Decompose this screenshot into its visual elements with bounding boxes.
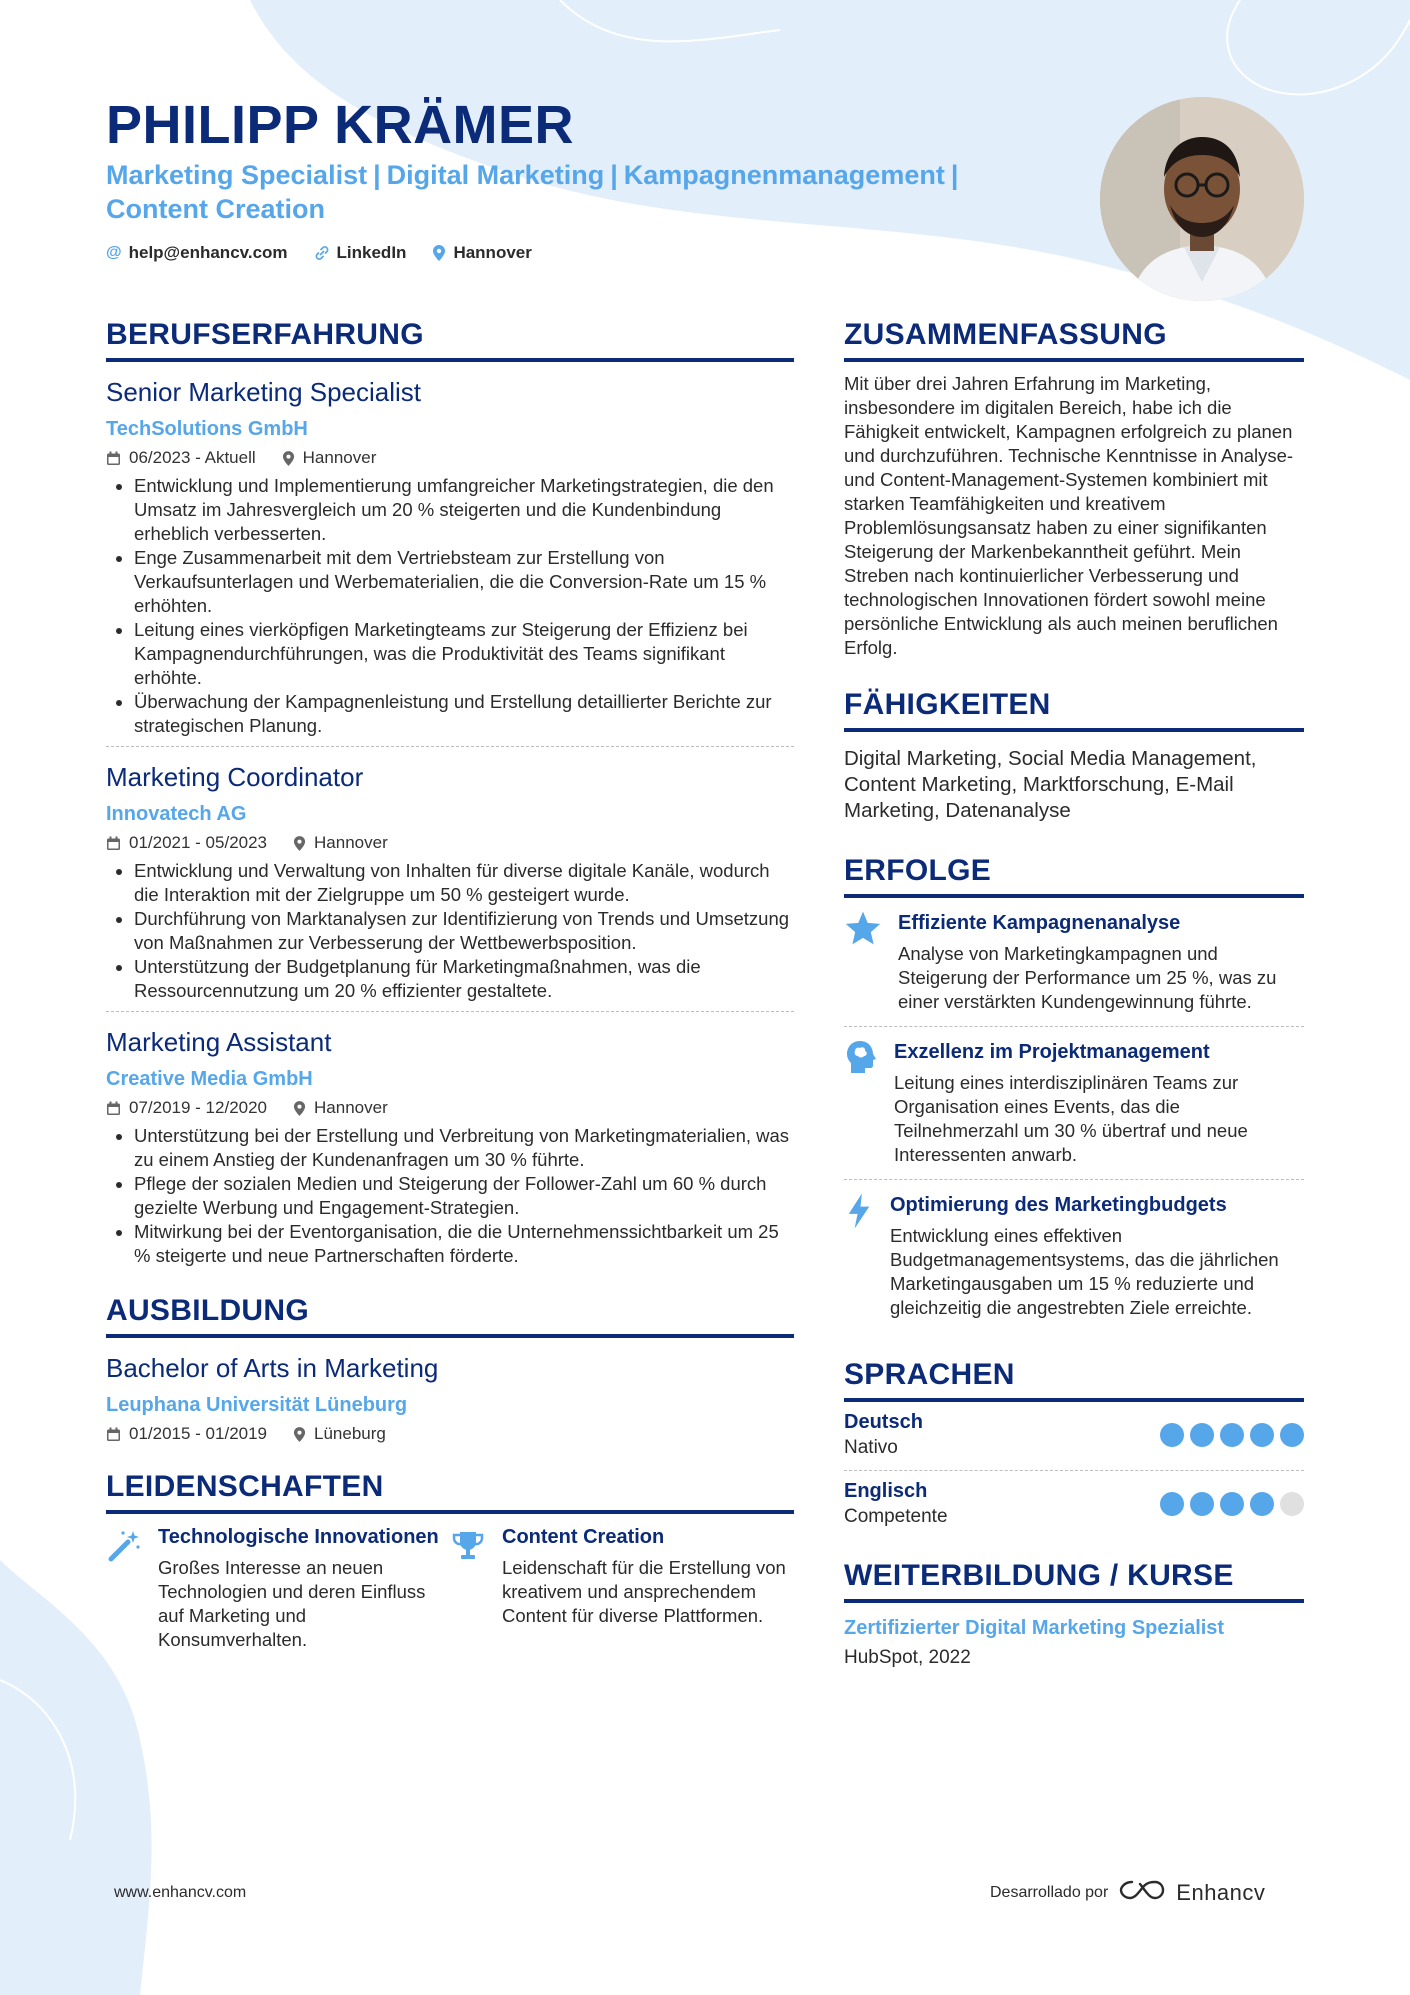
achievement-title: Effiziente Kampagnenanalyse: [898, 912, 1181, 934]
headline-part: Digital Marketing: [386, 160, 605, 190]
passion-title: Technologische Innovationen: [158, 1526, 439, 1548]
lightning-icon: [844, 1192, 874, 1320]
language-item: [844, 1471, 1304, 1539]
contact-row: [106, 243, 532, 263]
job-bullets: [106, 474, 794, 738]
bullet-item: • Entwicklung und Implementierung umfangreicher Marketingstrategien, die den Umsatz im Jahresvergleich um 20 % steigerten und die Kundenbindung erheblich verbesserten.: [134, 474, 794, 546]
bullet-item: • Durchführung von Marktanalysen zur Identifizierung von Trends und Umsetzung von Maßnahmen zur Verbesserung der Wettbewerbsposition.: [134, 907, 794, 955]
location-pin-icon: [293, 1426, 306, 1443]
experience-heading: BERUFSERFAHRUNG: [106, 318, 794, 362]
profile-photo: [1100, 97, 1304, 301]
rating-dot-filled: [1190, 1492, 1214, 1516]
headline-separator: |: [373, 160, 381, 190]
job-location: Hannover: [314, 1098, 388, 1117]
passions-list: [106, 1524, 794, 1652]
calendar-icon: [106, 1427, 121, 1442]
candidate-name: PHILIPP KRÄMER: [106, 95, 575, 155]
achievement-item: [844, 1027, 1304, 1180]
passions-heading: LEIDENSCHAFTEN: [106, 1470, 794, 1514]
passion-description: Leidenschaft für die Erstellung von kreativem und ansprechendem Content für diverse Plattformen.: [502, 1557, 786, 1626]
achievements-section: [844, 854, 1304, 1332]
rating-dot-filled: [1220, 1492, 1244, 1516]
headline-part: Content Creation: [106, 194, 325, 224]
job-location: Hannover: [302, 448, 377, 467]
languages-heading: SPRACHEN: [844, 1358, 1304, 1402]
linkedin-contact[interactable]: [314, 243, 407, 263]
achievement-title: Optimierung des Marketingbudgets: [890, 1194, 1227, 1216]
job-entry: [106, 747, 794, 1012]
achievement-description: Leitung eines interdisziplinären Teams zur Organisation eines Events, das die Teilnehmerzahl um 30 % übertraf und neue Interessenten anwarb.: [894, 1072, 1248, 1165]
job-meta: [106, 1098, 794, 1118]
trophy-icon: [450, 1524, 486, 1652]
bullet-item: • Entwicklung und Verwaltung von Inhalten für diverse digitale Kanäle, wodurch die Interaktion mit der Zielgruppe um 50 % gesteigert wurde.: [134, 859, 794, 907]
job-dates: 06/2023 - Aktuell: [129, 448, 256, 467]
courses-heading: WEITERBILDUNG / KURSE: [844, 1559, 1304, 1603]
company-name: Creative Media GmbH: [106, 1068, 313, 1090]
skills-heading: FÄHIGKEITEN: [844, 688, 1304, 732]
rating-dot-filled: [1280, 1423, 1304, 1447]
head-brain-icon: [844, 1039, 878, 1167]
passion-title: Content Creation: [502, 1526, 665, 1548]
language-name: Deutsch: [844, 1411, 923, 1433]
right-column: [844, 318, 1304, 1669]
bullet-item: • Unterstützung der Budgetplanung für Marketingmaßnahmen, was die Ressourcennutzung um 20 % effizienter gestaltete.: [134, 955, 794, 1003]
rating-dot-empty: [1280, 1492, 1304, 1516]
headline-part: Marketing Specialist: [106, 160, 368, 190]
bullet-item: • Mitwirkung bei der Eventorganisation, die die Unternehmenssichtbarkeit um 25 % steigerte und neue Partnerschaften förderte.: [134, 1220, 794, 1268]
link-icon: [314, 245, 330, 261]
rating-dot-filled: [1160, 1492, 1184, 1516]
bullet-item: • Überwachung der Kampagnenleistung und Erstellung detaillierter Berichte zur strategischen Planung.: [134, 690, 794, 738]
bullet-item: • Unterstützung bei der Erstellung und Verbreitung von Marketingmaterialien, was zu einem Anstieg der Kundenanfragen um 30 % führte.: [134, 1124, 794, 1172]
left-column: [106, 318, 794, 1652]
magic-wand-icon: [106, 1524, 142, 1652]
education-dates: 01/2015 - 01/2019: [129, 1424, 268, 1443]
rating-dot-filled: [1250, 1423, 1274, 1447]
headline-separator: |: [610, 160, 618, 190]
calendar-icon: [106, 451, 121, 466]
powered-by-label: Desarrollado por: [990, 1883, 1109, 1901]
job-entry: [106, 362, 794, 747]
job-location: Hannover: [314, 833, 388, 852]
location-pin-icon: [282, 450, 295, 467]
education-heading: AUSBILDUNG: [106, 1294, 794, 1338]
rating-dot-filled: [1190, 1423, 1214, 1447]
enhancv-logo-icon: [1118, 1878, 1166, 1907]
rating-dot-filled: [1220, 1423, 1244, 1447]
rating-dot-filled: [1250, 1492, 1274, 1516]
achievements-heading: ERFOLGE: [844, 854, 1304, 898]
course-title: Zertifizierter Digital Marketing Spezialist: [844, 1617, 1225, 1639]
headline: [106, 158, 1036, 226]
rating-dot-filled: [1160, 1423, 1184, 1447]
experience-section: [106, 318, 794, 1276]
achievement-item: [844, 1180, 1304, 1332]
brand-name: Enhancv: [1176, 1879, 1266, 1905]
job-dates: 07/2019 - 12/2020: [129, 1098, 268, 1117]
passions-section: [106, 1470, 794, 1652]
bullet-item: • Enge Zusammenarbeit mit dem Vertriebsteam zur Erstellung von Verkaufsunterlagen und Werbematerialien, die die Conversion-Rate um 15 % erhöhten.: [134, 546, 794, 618]
degree-title: Bachelor of Arts in Marketing: [106, 1353, 439, 1383]
location-pin-icon: [432, 244, 446, 262]
passion-description: Großes Interesse an neuen Technologien und deren Einfluss auf Marketing und Konsumverhalten.: [158, 1557, 426, 1650]
summary-section: [844, 318, 1304, 660]
language-name: Englisch: [844, 1480, 928, 1502]
language-rating: [1160, 1492, 1304, 1516]
email-contact[interactable]: [106, 243, 288, 263]
job-bullets: [106, 859, 794, 1003]
calendar-icon: [106, 836, 121, 851]
footer-branding: [990, 1878, 1265, 1907]
location-pin-icon: [293, 835, 306, 852]
passion-item: [450, 1524, 794, 1652]
summary-text: Mit über drei Jahren Erfahrung im Marketing, insbesondere im digitalen Bereich, habe ich die Fähigkeit entwickelt, Kampagnen erfolgreich zu planen und durchzuführen. Technische Kenntnisse in Analyse- und Content-Management-Systemen kombiniert mit starken Teamfähigkeiten und kreativem Problemlösungsansatz haben zu einer signifikanten Steigerung der Markenbekanntheit geführt. Mein Streben nach kontinuierlicher Verbesserung und technologischen Innovationen fördert sowohl meine persönliche Entwicklung als auch meinen beruflichen Erfolg.: [844, 373, 1294, 658]
language-level: Nativo: [844, 1437, 898, 1458]
achievement-description: Analyse von Marketingkampagnen und Steigerung der Performance um 25 %, was zu einer verstärkten Kundengewinnung führte.: [898, 943, 1277, 1012]
achievement-item: [844, 898, 1304, 1027]
headline-part: Kampagnenmanagement: [623, 160, 945, 190]
achievement-title: Exzellenz im Projektmanagement: [894, 1041, 1210, 1063]
location-pin-icon: [293, 1100, 306, 1117]
job-title: Marketing Assistant: [106, 1027, 332, 1057]
company-name: TechSolutions GmbH: [106, 418, 308, 440]
passion-item: [106, 1524, 450, 1652]
job-title: Senior Marketing Specialist: [106, 377, 422, 407]
language-item: [844, 1402, 1304, 1471]
job-entry: [106, 1012, 794, 1276]
job-dates: 01/2021 - 05/2023: [129, 833, 268, 852]
education-section: [106, 1294, 794, 1444]
headline-separator: |: [950, 160, 959, 190]
school-name: Leuphana Universität Lüneburg: [106, 1394, 408, 1416]
language-level: Competente: [844, 1506, 948, 1527]
skills-text: Digital Marketing, Social Media Management, Content Marketing, Marktforschung, E-Mail Marketing, Datenanalyse: [844, 747, 1257, 822]
job-meta: [106, 448, 794, 468]
skills-section: [844, 688, 1304, 824]
bullet-item: • Leitung eines vierköpfigen Marketingteams zur Steigerung der Effizienz bei Kampagnendurchführungen, was die Produktivität des Teams signifikant erhöhte.: [134, 618, 794, 690]
education-meta: [106, 1424, 794, 1444]
languages-section: [844, 1358, 1304, 1539]
job-meta: [106, 833, 794, 853]
bullet-item: • Pflege der sozialen Medien und Steigerung der Follower-Zahl um 60 % durch gezielte Werbung und Engagement-Strategien.: [134, 1172, 794, 1220]
location-label: Hannover: [453, 243, 532, 262]
linkedin-label: LinkedIn: [336, 243, 407, 262]
job-title: Marketing Coordinator: [106, 762, 364, 792]
company-name: Innovatech AG: [106, 803, 247, 825]
summary-heading: ZUSAMMENFASSUNG: [844, 318, 1304, 362]
at-icon: @: [106, 244, 122, 261]
education-location: Lüneburg: [314, 1424, 386, 1443]
achievement-description: Entwicklung eines effektiven Budgetmanagementsystems, das die jährlichen Marketingausgaben um 15 % reduzierte und gleichzeitig die angestrebten Ziele erreichte.: [890, 1225, 1279, 1318]
education-entry: [106, 1338, 794, 1444]
courses-section: [844, 1559, 1304, 1669]
language-rating: [1160, 1423, 1304, 1447]
calendar-icon: [106, 1101, 121, 1116]
footer-website[interactable]: www.enhancv.com: [114, 1884, 247, 1901]
email-label: help@enhancv.com: [128, 243, 288, 262]
job-bullets: [106, 1124, 794, 1268]
course-provider: HubSpot, 2022: [844, 1647, 971, 1668]
location-contact: [432, 243, 531, 263]
star-icon: [844, 910, 882, 1014]
